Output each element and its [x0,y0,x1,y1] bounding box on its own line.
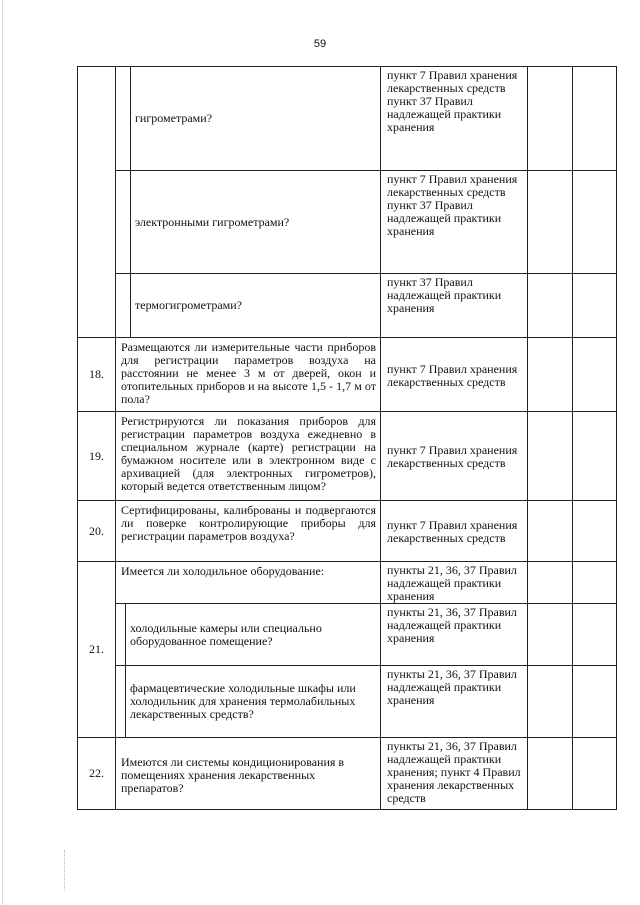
question-cell [116,666,381,738]
basis-cell: пункты 21, 36, 37 Правил надлежащей практики хранения [381,604,528,666]
table-row [78,171,617,274]
table-row [78,501,617,562]
row-number: 21. [78,562,116,738]
table-row [78,67,617,171]
question-text: холодильные камеры или специально оборудованное помещение? [130,620,322,648]
answer-no-cell[interactable] [573,604,617,666]
answer-yes-cell[interactable] [528,338,573,412]
answer-no-cell[interactable] [573,67,617,171]
scan-edge [2,0,3,905]
answer-no-cell[interactable] [573,501,617,562]
question-cell [116,604,381,666]
table-row [78,338,617,412]
row-number: 20. [78,501,116,562]
basis-cell: пункт 7 Правил хранения лекарственных средств [381,338,528,412]
row-number: 22. [78,738,116,810]
answer-yes-cell[interactable] [528,562,573,604]
answer-yes-cell[interactable] [528,171,573,274]
question-cell [116,67,381,171]
table-row [78,666,617,738]
table-row [78,738,617,810]
question-text: гигрометрами? [135,111,213,125]
answer-no-cell[interactable] [573,666,617,738]
table-row [78,562,617,604]
table-row [78,604,617,666]
answer-yes-cell[interactable] [528,666,573,738]
scan-artifact [64,850,67,890]
question-cell: Сертифицированы, калиброваны и подвергаются ли поверке контролирующие приборы для регистрации параметров воздуха? [116,501,381,562]
question-text: фармацевтические холодильные шкафы или холодильник для хранения термолабильных лекарственных средств? [130,681,356,721]
basis-cell: пункты 21, 36, 37 Правил надлежащей практики хранения [381,666,528,738]
answer-yes-cell[interactable] [528,738,573,810]
answer-yes-cell[interactable] [528,412,573,501]
question-cell: Регистрируются ли показания приборов для регистрации параметров воздуха ежедневно в специальном журнале (карте) регистрации на бумажном носителе или в электронном виде с архивацией (для электронных гигрометров), который ведется ответственным лицом? [116,412,381,501]
basis-cell: пункт 7 Правил хранения лекарственных средств пункт 37 Правил надлежащей практики хранения [381,67,528,171]
answer-no-cell[interactable] [573,274,617,338]
basis-cell: пункт 7 Правил хранения лекарственных средств [381,412,528,501]
basis-cell: пункт 7 Правил хранения лекарственных средств пункт 37 Правил надлежащей практики хранения [381,171,528,274]
table-row [78,274,617,338]
page-number: 59 [313,38,327,50]
question-cell [116,171,381,274]
table-row [78,412,617,501]
answer-yes-cell[interactable] [528,604,573,666]
basis-cell: пункты 21, 36, 37 Правил надлежащей практики хранения; пункт 4 Правил хранения лекарственных средств [381,738,528,810]
basis-cell: пункт 7 Правил хранения лекарственных средств [381,501,528,562]
answer-yes-cell[interactable] [528,67,573,171]
answer-no-cell[interactable] [573,171,617,274]
checklist-table [77,66,617,810]
basis-cell: пункт 37 Правил надлежащей практики хранения [381,274,528,338]
answer-no-cell[interactable] [573,562,617,604]
row-number: 19. [78,412,116,501]
question-text: термогигрометрами? [135,298,242,312]
basis-cell: пункты 21, 36, 37 Правил надлежащей практики хранения [381,562,528,604]
question-cell: Имеются ли системы кондиционирования в помещениях хранения лекарственных препаратов? [116,738,381,810]
answer-no-cell[interactable] [573,338,617,412]
answer-yes-cell[interactable] [528,501,573,562]
answer-no-cell[interactable] [573,412,617,501]
row-number-cell [78,67,116,338]
question-text: электронными гигрометрами? [135,214,290,229]
answer-no-cell[interactable] [573,738,617,810]
question-cell [116,274,381,338]
question-cell: Размещаются ли измерительные части приборов для регистрации параметров воздуха на расстоянии не менее 3 м от дверей, окон и отопительных приборов и на высоте 1,5 - 1,7 м от пола? [116,338,381,412]
row-number: 18. [78,338,116,412]
answer-yes-cell[interactable] [528,274,573,338]
question-cell: Имеется ли холодильное оборудование: [116,562,381,604]
